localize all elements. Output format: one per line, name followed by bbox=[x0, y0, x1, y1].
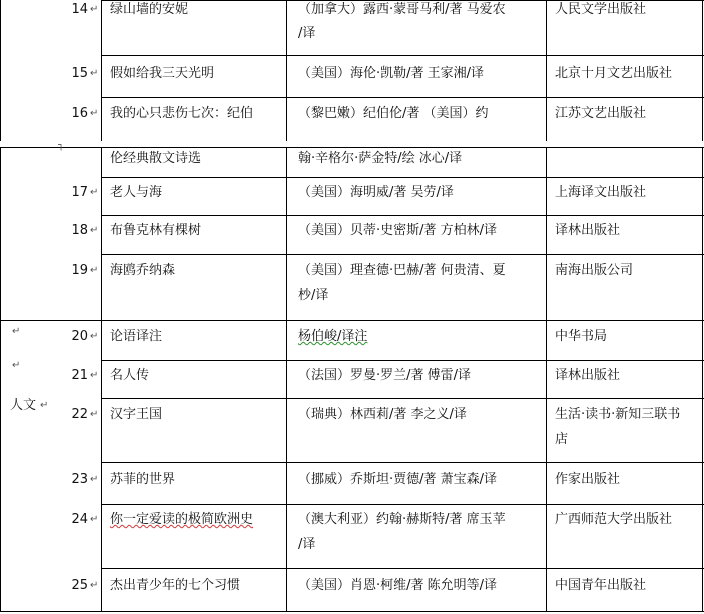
author-translator: 翰·辛格尔·萨金特/绘 冰心/译 bbox=[298, 151, 463, 166]
book-title: 海鸥乔纳森 bbox=[110, 263, 176, 278]
publisher: 上海译文出版社 bbox=[555, 185, 647, 200]
author-translator: （挪威）乔斯坦·贾德/著 萧宝森/译 bbox=[298, 472, 498, 487]
row-number: 25 bbox=[71, 578, 88, 593]
publisher: 中国青年出版社 bbox=[555, 578, 647, 593]
book-title: 杰出青少年的七个习惯 bbox=[110, 578, 241, 593]
author-translator: （美国）海伦·凯勒/著 王家湘/译 bbox=[298, 66, 485, 81]
book-title: 名人传 bbox=[110, 368, 150, 383]
row-number: 24 bbox=[71, 512, 88, 527]
author-translator: （瑞典）林西莉/著 李之义/译 bbox=[298, 407, 467, 422]
book-title: 你一定爱读的极简欧洲史 bbox=[110, 512, 254, 527]
author-translator: （美国）贝蒂·史密斯/著 方柏林/译 bbox=[298, 223, 498, 238]
author-translator: （澳大利亚）约翰·赫斯特/著 席玉苹 bbox=[298, 512, 506, 527]
book-title: 老人与海 bbox=[110, 185, 163, 200]
book-title: 绿山墙的安妮 bbox=[110, 2, 189, 17]
author-translator: 杨伯峻/译注 bbox=[298, 329, 368, 344]
book-title: 论语译注 bbox=[110, 329, 163, 344]
row-number: 21 bbox=[71, 368, 88, 383]
publisher: 江苏文艺出版社 bbox=[555, 106, 647, 121]
book-title: 假如给我三天光明 bbox=[110, 66, 215, 81]
publisher: 人民文学出版社 bbox=[555, 2, 647, 17]
row-number: 15 bbox=[71, 66, 88, 81]
publisher: 生活·读书·新知三联书 bbox=[555, 407, 681, 422]
publisher: 译林出版社 bbox=[555, 223, 621, 238]
publisher: 译林出版社 bbox=[555, 368, 621, 383]
author-translator: （美国）肖恩·柯维/著 陈允明等/译 bbox=[298, 578, 498, 593]
row-number: 19 bbox=[71, 263, 88, 278]
publisher: 作家出版社 bbox=[555, 472, 621, 487]
publisher: 中华书局 bbox=[555, 329, 608, 344]
author-translator: （美国）理查德·巴赫/著 何贵清、夏 bbox=[298, 263, 506, 278]
row-number: 23 bbox=[71, 472, 88, 487]
category-label: 人文 bbox=[10, 398, 37, 413]
book-title: 汉字王国 bbox=[110, 407, 163, 422]
publisher: 北京十月文艺出版社 bbox=[555, 66, 673, 81]
book-title: 我的心只悲伤七次：纪伯 bbox=[110, 106, 254, 121]
author-translator: （美国）海明威/著 吴劳/译 bbox=[298, 185, 454, 200]
author-translator-cont: 杪/译 bbox=[298, 288, 329, 303]
row-number: 22 bbox=[71, 407, 88, 422]
author-translator-cont: /译 bbox=[298, 537, 316, 552]
publisher-cont: 店 bbox=[555, 432, 569, 447]
publisher: 南海出版公司 bbox=[555, 263, 634, 278]
book-title: 苏菲的世界 bbox=[110, 472, 176, 487]
book-title: 伦经典散文诗选 bbox=[110, 151, 202, 166]
author-translator: （法国）罗曼·罗兰/著 傅雷/译 bbox=[298, 368, 472, 383]
row-number: 17 bbox=[71, 185, 88, 200]
book-list-table: ┐ ↵ ↵ 人文 ↵ 14 ↵ 绿山墙的安妮 （加拿大）露西·蒙哥马利/著 马爱农 /译 人民文学出版社 15 ↵ 假如给我三天光明 （美国）海伦·凯勒/著 王家湘/译 北京十月文艺出版社 16 ↵ 我的心只悲伤七次：纪伯 （黎巴嫩）纪伯伦/著 （美国）约 江苏文艺出版社 伦经典散文诗选 翰·辛格尔·萨金特/绘 冰心/译 17 ↵ 老人与海 （美国）海明威/著 吴劳/译 上海译文出版社 18 ↵ 布鲁克林有棵树 （美国）贝蒂·史密斯/著 方柏林/译 译林出版社 19 ↵ 海鸥乔纳森 （美国）理查德·巴赫/著 何贵清、夏 杪/译 南海出版公司 20 ↵ 论语译注 杨伯峻/译注 中华书局 21 ↵ 名人传 （法国）罗曼·罗兰/著 傅雷/译 译林出版社 22 ↵ 汉字王国 （瑞典）林西莉/著 李之义/译 生活·读书·新知三联书 店 23 ↵ 苏菲的世界 （挪威）乔斯坦·贾德/著 萧宝森/译 作家出版社 24 ↵ 你一定爱读的极简欧洲史 （澳大利亚）约翰·赫斯特/著 席玉苹 /译 广西师范大学出版社 25 ↵ 杰出青少年的七个习惯 （美国）肖恩·柯维/著 陈允明等/译 中国青年出版社 bbox=[0, 0, 704, 614]
author-translator: （加拿大）露西·蒙哥马利/著 马爱农 bbox=[298, 2, 506, 17]
row-number: 18 bbox=[71, 223, 88, 238]
row-number: 20 bbox=[71, 329, 88, 344]
publisher: 广西师范大学出版社 bbox=[555, 512, 673, 527]
row-number: 16 bbox=[71, 106, 88, 121]
book-title: 布鲁克林有棵树 bbox=[110, 223, 202, 238]
row-number: 14 bbox=[71, 2, 88, 17]
author-translator: （黎巴嫩）纪伯伦/著 （美国）约 bbox=[298, 106, 489, 121]
author-translator-cont: /译 bbox=[298, 26, 316, 41]
